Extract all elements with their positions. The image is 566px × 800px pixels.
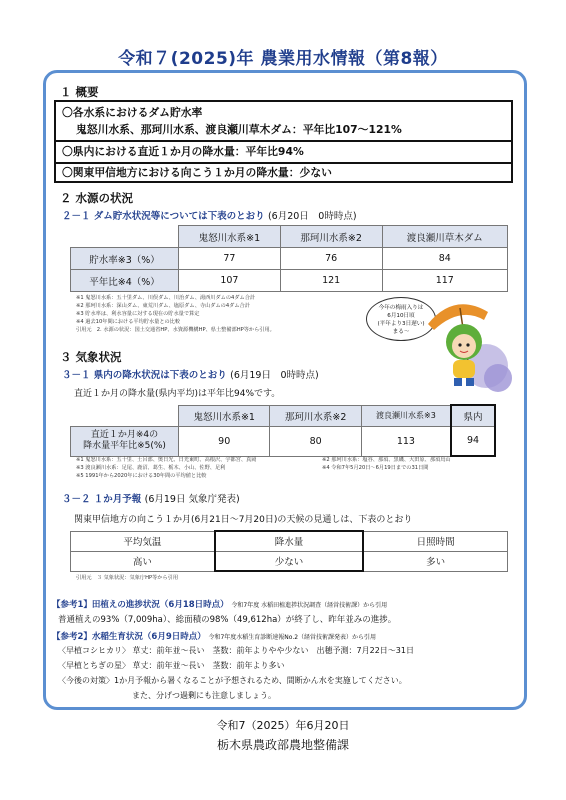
forecast-note: 引用元 ３ 気象状況：気象庁HP等から引用: [76, 575, 179, 581]
reference1-source: 令和7年度 水稲田植進捗状況調査（経営技術課）から引用: [231, 602, 388, 609]
reference2-line: また、分げつ過剰にも注意しましょう。: [132, 691, 276, 700]
section2-subheading: [62, 208, 357, 222]
section3-heading: ３ 気象状況: [60, 350, 122, 364]
reference2-line: 〈早植コシヒカリ〉 草丈：前年並～長い 茎数：前年よりやや少ない 出穂予測：7月22日～31日: [58, 646, 414, 655]
rainfall-summary-text: 直近１か月の降水量(県内平均)は平年比94%です。: [74, 389, 281, 399]
row-label-line: 直近１か月※4の: [90, 430, 159, 440]
reference2-heading: [52, 630, 376, 642]
section3-2-subheading-text: ３－２ １か月予報: [62, 494, 142, 505]
note-line: ※3 渡良瀬川水系：足尾、鹿沼、葛生、栃木、小山、佐野、足利: [76, 465, 226, 471]
table-cell: 84: [382, 248, 507, 270]
bubble-text: まる～: [392, 329, 410, 335]
table-header: 鬼怒川水系※1: [179, 226, 281, 248]
bubble-text: (平年より3日遅い): [377, 321, 425, 327]
reference2-title: 【参考2】水稲生育状況（6月9日時点）: [52, 632, 206, 642]
table-header: 那珂川水系※2: [270, 405, 361, 426]
reference2-line: 〈早植とちぎの星〉 草丈：前年並～長い 茎数：前年より多い: [58, 661, 285, 670]
note-line: ※1 鬼怒川水系：五十里ダム、川俣ダム、川治ダム、湯西川ダムの4ダム合計: [76, 295, 256, 301]
section2-date: (6月20日 0時時点): [267, 211, 357, 222]
forecast-table: [70, 530, 508, 572]
row-label: 貯水率※3（%）: [71, 248, 179, 270]
note-line: ※4 令和7年5月20日～6月19日までの31日間: [322, 465, 429, 471]
reference1-heading: [52, 598, 387, 610]
reference1-body: 普通植えの93%（7,009ha）、総面積の98%（49,612ha）が終了し、昨年並みの進捗。: [58, 615, 397, 625]
reference2-line: 〈今後の対策〉1か月予報から暑くなることが予想されるため、間断かん水を実施してください。: [58, 676, 407, 685]
table-corner: [71, 226, 179, 248]
table-cell: 80: [270, 426, 361, 456]
summary-line-4: 〇関東甲信地方における向こう１か月の降水量：少ない: [62, 166, 332, 179]
row-label-line: 降水量平年比※5(%): [83, 441, 166, 451]
table-header: 県内: [451, 405, 495, 426]
rainfall-notes-right: [322, 456, 451, 472]
table-cell: 90: [179, 426, 270, 456]
note-line: ※2 那珂川水系：深山ダム、東荒川ダム、塩原ダム、寺山ダムの4ダム合計: [76, 303, 250, 309]
table-cell: 多い: [363, 551, 507, 571]
table-header: 鬼怒川水系※1: [179, 405, 270, 426]
summary-divider: [56, 162, 511, 164]
table-header: 降水量: [215, 531, 364, 551]
bubble-text: 今年の梅雨入りは: [378, 305, 424, 311]
table-cell: 94: [451, 426, 495, 456]
forecast-summary-text: 関東甲信地方の向こう１か月(6月21日～7月20日)の天候の見通しは、下表のとおり: [74, 515, 413, 525]
bubble-text: 6月10日頃: [387, 313, 415, 319]
table-header: 平均気温: [71, 531, 215, 551]
note-line: ※5 1991年から2020年における30年間の平均値と比較: [76, 473, 207, 479]
summary-line-2: 鬼怒川水系、那珂川水系、渡良瀬川草木ダム：平年比107～121%: [76, 123, 402, 136]
summary-divider: [56, 140, 511, 142]
note-line: ※4 過去10年間における平均貯水量との比較: [76, 319, 181, 325]
section3-2-subheading: [62, 491, 240, 505]
table-corner: [71, 405, 179, 426]
note-line: ※1 鬼怒川水系：五十里、土呂部、奥日光、日光東町、高根沢、宇都宮、真岡: [76, 457, 257, 463]
table-header: 渡良瀬川草木ダム: [382, 226, 507, 248]
summary-box: [54, 100, 513, 183]
note-line: ※3 貯水率は、利水容量に対する現在の貯水量で算定: [76, 311, 200, 317]
dam-storage-table: [70, 225, 508, 292]
dam-notes: [76, 294, 275, 334]
table-cell: 117: [382, 270, 507, 292]
footer-organization: 栃木県農政部農地整備課: [216, 738, 349, 752]
section1-heading: １ 概要: [60, 85, 99, 99]
table-cell: 107: [179, 270, 281, 292]
table-cell: 76: [280, 248, 382, 270]
row-label: [71, 426, 179, 456]
page-title: 令和７(2025)年 農業用水情報（第8報）: [118, 49, 448, 69]
rainfall-notes-left: [76, 456, 256, 480]
footer-date: 令和7（2025）年6月20日: [216, 719, 350, 732]
table-header: 日照時間: [363, 531, 507, 551]
table-cell: 113: [361, 426, 451, 456]
section2-subheading-text: ２－１ ダム貯水状況等については下表のとおり: [62, 211, 265, 222]
rainfall-table: [70, 404, 496, 457]
table-cell: 77: [179, 248, 281, 270]
mascot-umbrella-illustration: [424, 292, 514, 397]
table-header: 那珂川水系※2: [280, 226, 382, 248]
section3-2-date: (6月19日 気象庁発表): [144, 494, 240, 505]
note-line: ※2 那珂川水系：塩谷、那須、黒磯、大田原、那須烏山: [322, 457, 451, 463]
table-header: 渡良瀬川水系※3: [361, 405, 451, 426]
table-cell: 高い: [71, 551, 215, 571]
row-label: 平年比※4（%）: [71, 270, 179, 292]
reference2-source: 令和7年度水稲生育診断速報No.2（経営技術課発表）から引用: [208, 634, 377, 641]
table-cell: 121: [280, 270, 382, 292]
section2-heading: ２ 水源の状況: [60, 191, 134, 205]
reference1-title: 【参考1】田植えの進捗状況（6月18日時点）: [52, 600, 229, 610]
summary-line-1: 〇各水系におけるダム貯水率: [62, 106, 203, 119]
section3-1-subheading-text: ３－１ 県内の降水状況は下表のとおり: [62, 370, 227, 381]
note-line: 引用元 2. 水源の状況：国土交通省HP、水資源機構HP、県土整備部HP等から引用。: [76, 327, 275, 333]
summary-line-3: 〇県内における直近１か月の降水量：平年比94%: [62, 145, 304, 158]
section3-1-subheading: [62, 367, 319, 381]
section3-1-date: (6月19日 0時時点): [230, 370, 319, 381]
table-cell: 少ない: [215, 551, 364, 571]
